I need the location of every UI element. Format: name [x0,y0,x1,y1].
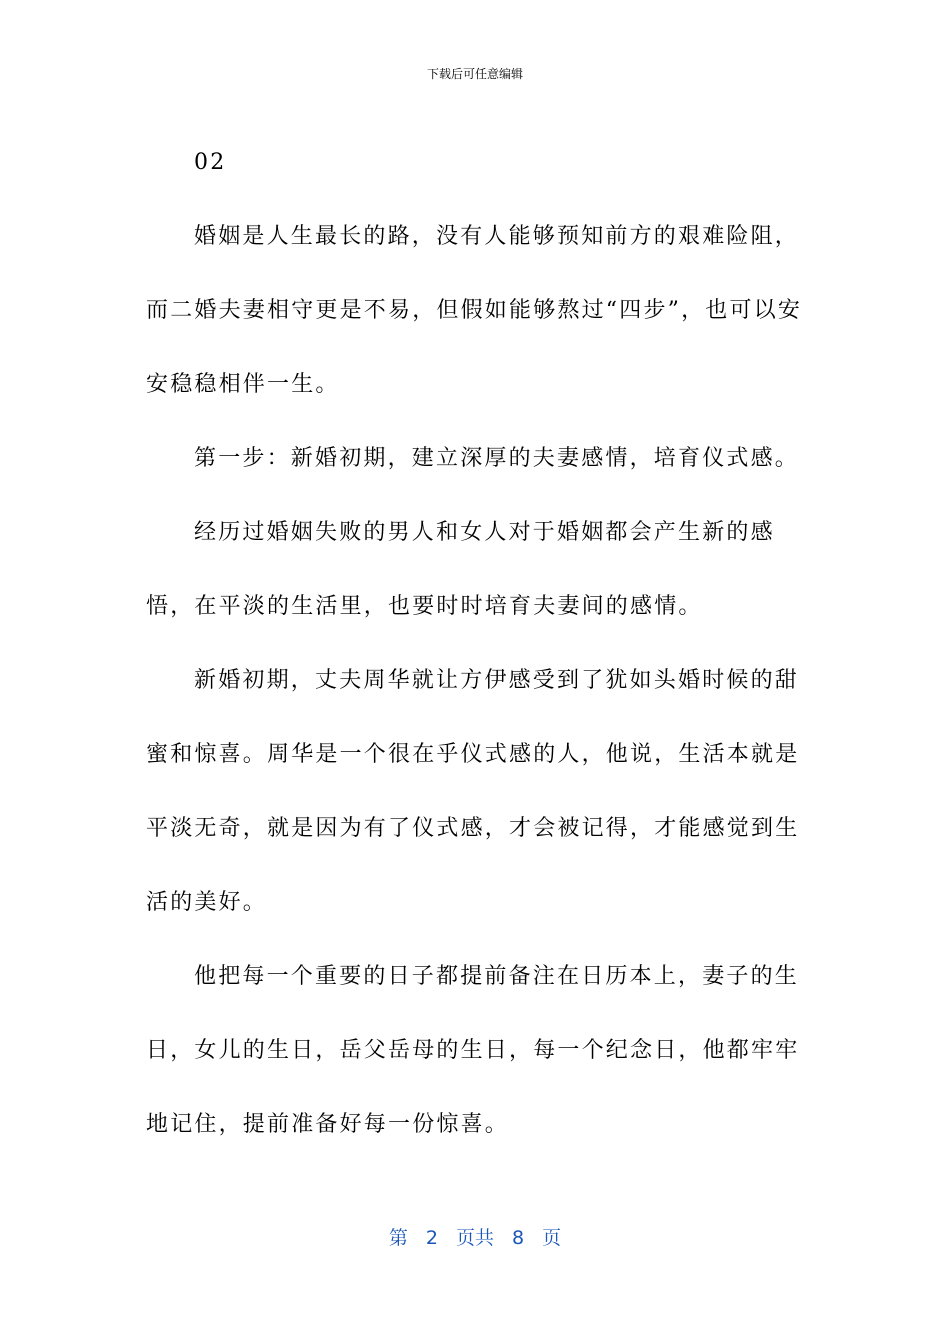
paragraph-calendar: 他把每一个重要的日子都提前备注在日历本上，妻子的生日，女儿的生日，岳父岳母的生日，每一个纪念日，他都牢牢地记住，提前准备好每一份惊喜。 [146,964,800,1137]
paragraph-experience: 经历过婚姻失败的男人和女人对于婚姻都会产生新的感悟，在平淡的生活里，也要时时培育夫妻间的感情。 [146,520,775,619]
footer-page-suffix: 页 [542,1227,562,1249]
footer-page-mid: 页共 [455,1227,494,1249]
page-footer [0,1224,950,1252]
footer-current-page: 2 [425,1227,438,1249]
page-header-note: 下载后可任意编辑 [426,67,523,81]
paragraph-newlywed: 新婚初期，丈夫周华就让方伊感受到了犹如头婚时候的甜蜜和惊喜。周华是一个很在乎仪式感的人，他说，生活本就是平淡无奇，就是因为有了仪式感，才会被记得，才能感觉到生活的美好。 [146,668,800,915]
paragraph-intro: 婚姻是人生最长的路，没有人能够预知前方的艰难险阻，而二婚夫妻相守更是不易，但假如能够熬过“四步”，也可以安安稳稳相伴一生。 [146,224,803,397]
section-number: 02 [194,150,227,175]
footer-total-pages: 8 [512,1227,525,1249]
document-body [146,126,806,1162]
paragraph-step-one: 第一步：新婚初期，建立深厚的夫妻感情，培育仪式感。 [194,446,800,471]
footer-page-prefix: 第 [388,1227,408,1249]
